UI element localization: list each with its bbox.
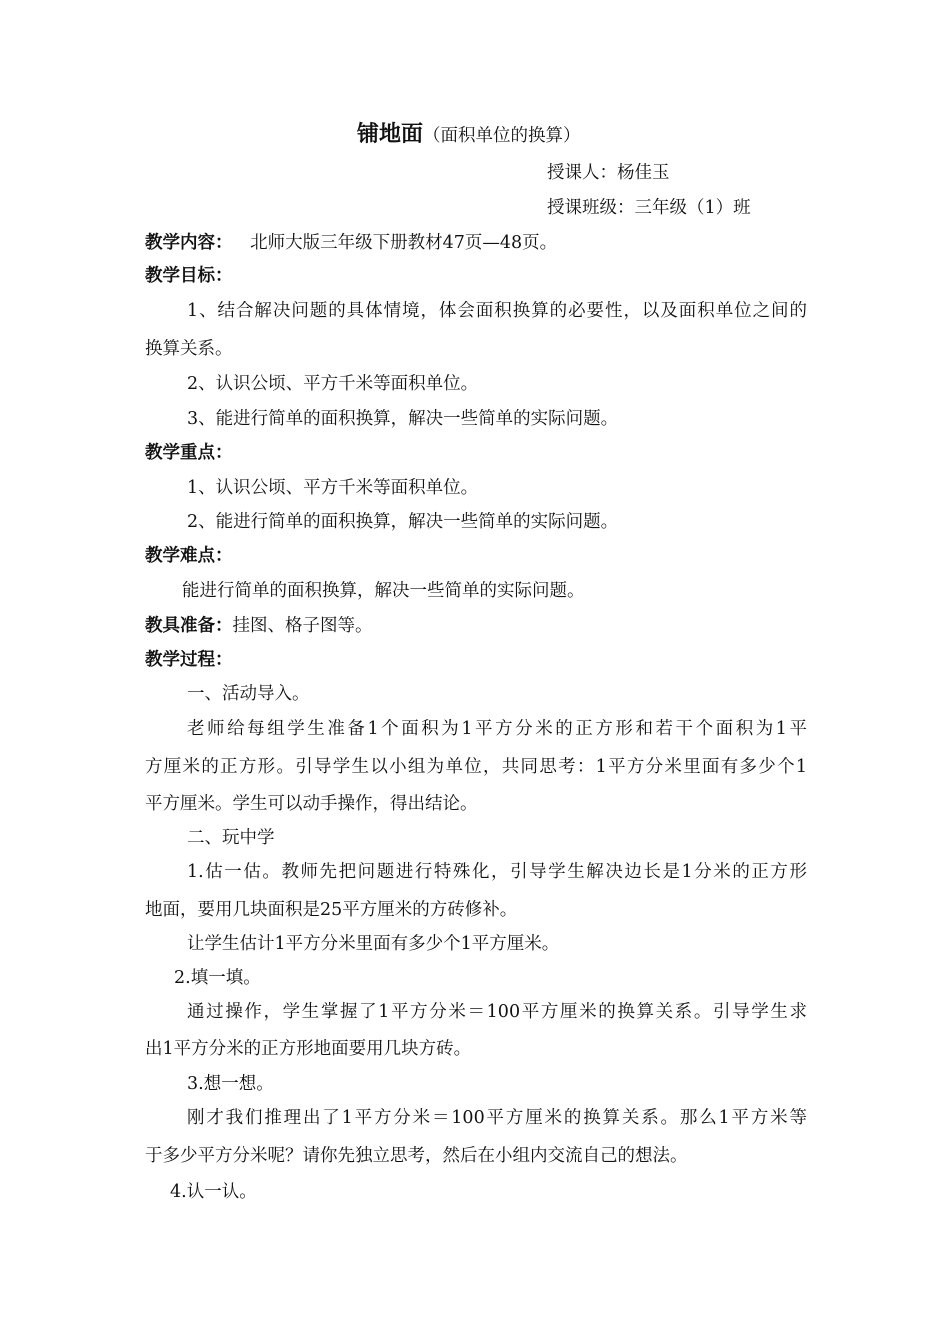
materials-label: 教具准备： [145, 616, 233, 636]
step-4-heading: 4.认一认。 [170, 1182, 257, 1202]
content-row [145, 232, 557, 254]
process-label: 教学过程： [145, 650, 233, 670]
step-1-line-1: 1.估一估。教师先把问题进行特殊化，引导学生解决边长是1分米的正方形 [187, 862, 807, 882]
section-1-line-2: 方厘米的正方形。引导学生以小组为单位，共同思考：1平方分米里面有多少个1 [145, 757, 807, 777]
page-title [357, 124, 581, 147]
content-label: 教学内容： [145, 233, 233, 253]
step-1-line-3: 让学生估计1平方分米里面有多少个1平方厘米。 [187, 934, 560, 954]
difficulties-text: 能进行简单的面积换算，解决一些简单的实际问题。 [182, 581, 585, 601]
key-point-2: 2、能进行简单的面积换算，解决一些简单的实际问题。 [187, 512, 619, 532]
materials-row [145, 615, 373, 637]
title-main: 铺地面 [357, 122, 424, 147]
step-2-line-2: 出1平方分米的正方形地面要用几块方砖。 [145, 1039, 472, 1059]
step-1-line-2: 地面，要用几块面积是25平方厘米的方砖修补。 [145, 900, 518, 920]
step-3-line-2: 于多少平方分米呢？请你先独立思考，然后在小组内交流自己的想法。 [145, 1146, 688, 1166]
class-line: 授课班级：三年级（1）班 [547, 198, 751, 218]
step-2-heading: 2.填一填。 [174, 968, 261, 988]
objectives-label: 教学目标： [145, 266, 233, 286]
teacher-line: 授课人：杨佳玉 [547, 163, 670, 183]
section-2-heading: 二、玩中学 [187, 828, 275, 848]
step-3-heading: 3.想一想。 [187, 1074, 274, 1094]
objective-2: 2、认识公顷、平方千米等面积单位。 [187, 374, 479, 394]
section-1-line-3: 平方厘米。学生可以动手操作，得出结论。 [145, 794, 478, 814]
objective-1-line-1: 1、结合解决问题的具体情境，体会面积换算的必要性，以及面积单位之间的 [187, 301, 807, 321]
section-1-line-1: 老师给每组学生准备1个面积为1平方分米的正方形和若干个面积为1平 [187, 719, 807, 739]
content-text: 北师大版三年级下册教材47页—48页。 [250, 233, 558, 253]
step-3-line-1: 刚才我们推理出了1平方分米＝100平方厘米的换算关系。那么1平方米等 [187, 1108, 807, 1128]
title-subtitle: （面积单位的换算） [423, 126, 581, 146]
materials-text: 挂图、格子图等。 [232, 616, 373, 636]
key-point-1: 1、认识公顷、平方千米等面积单位。 [187, 478, 479, 498]
difficulties-label: 教学难点： [145, 546, 233, 566]
key-points-label: 教学重点： [145, 443, 233, 463]
objective-1-line-2: 换算关系。 [145, 339, 233, 359]
step-2-line-1: 通过操作，学生掌握了1平方分米＝100平方厘米的换算关系。引导学生求 [187, 1002, 807, 1022]
section-1-heading: 一、活动导入。 [187, 684, 310, 704]
objective-3: 3、能进行简单的面积换算，解决一些简单的实际问题。 [187, 409, 619, 429]
